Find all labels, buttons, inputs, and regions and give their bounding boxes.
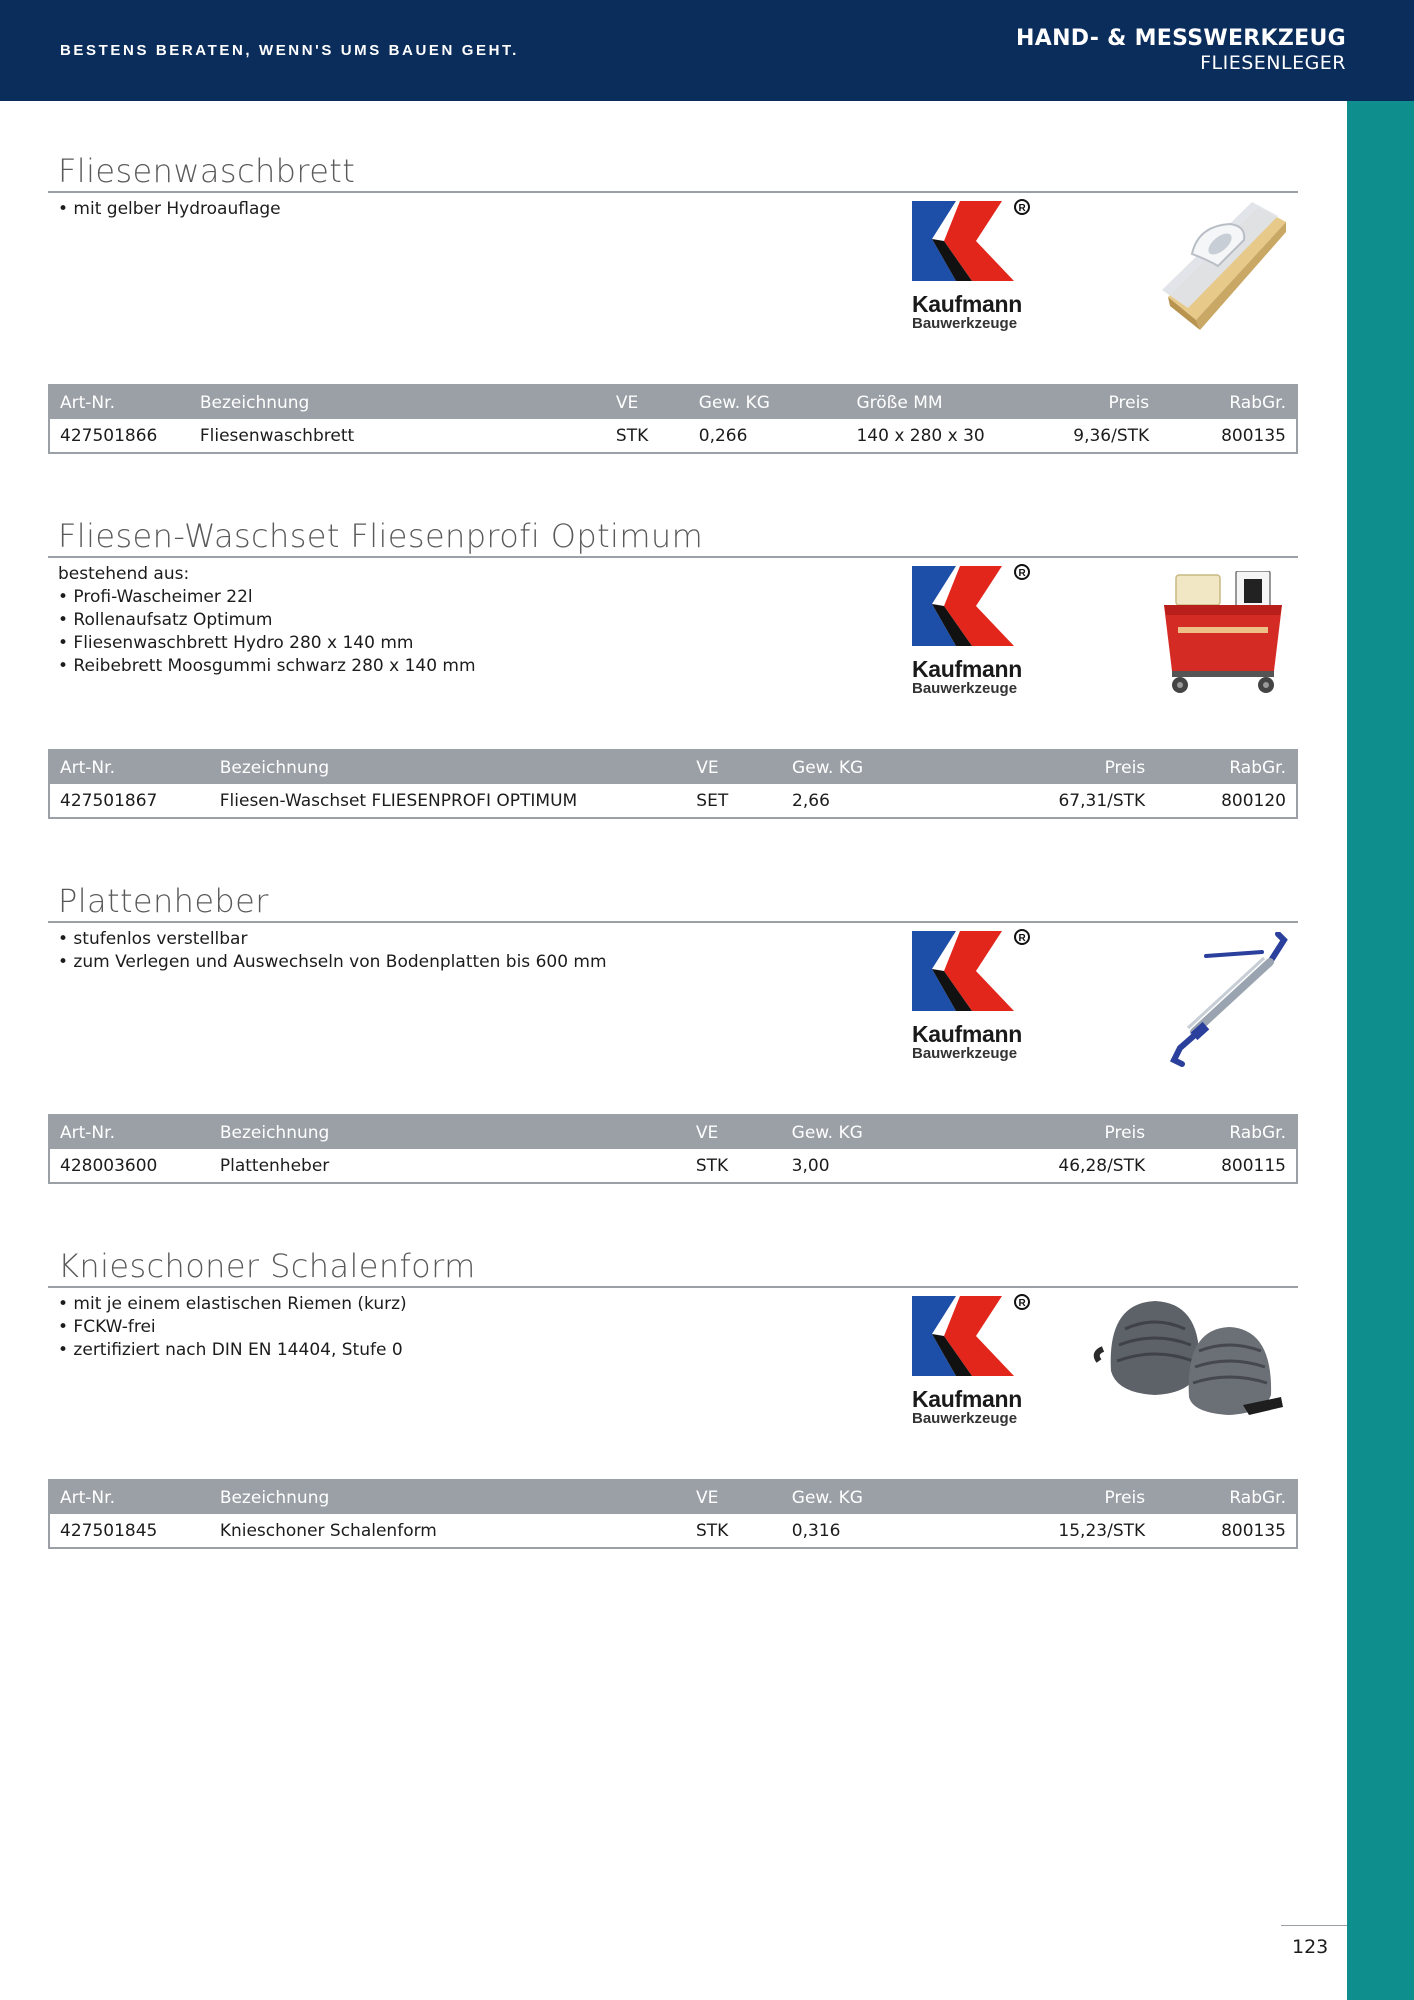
svg-text:R: R (1018, 933, 1026, 944)
section-title: Fliesenwaschbrett (58, 152, 356, 190)
table-cell: 2,66 (792, 790, 830, 811)
column-header: VE (686, 1115, 782, 1149)
product-description (58, 1293, 407, 1362)
description-line: • zum Verlegen und Auswechseln von Bodenplatten bis 600 mm (58, 952, 607, 972)
page-number: 123 (1292, 1936, 1329, 1958)
column-header: Preis (1023, 1480, 1155, 1514)
column-header: Art-Nr. (49, 750, 210, 784)
section-divider (48, 191, 1298, 193)
table-cell: 46,28/STK (1058, 1155, 1146, 1176)
description-line: • FCKW-frei (58, 1317, 156, 1337)
table-cell: STK (695, 1520, 729, 1541)
table-header-row (49, 1115, 1297, 1149)
column-header: RabGr. (1155, 750, 1297, 784)
header-slogan: BESTENS BERATEN, WENN'S UMS BAUEN GEHT. (60, 42, 519, 59)
header-subtitle: FLIESENLEGER (1200, 52, 1346, 74)
description-line: bestehend aus: (58, 564, 190, 584)
slab-lifter-image (1166, 932, 1288, 1067)
knee-pads-image (1093, 1299, 1288, 1419)
side-accent-bar (1347, 101, 1414, 2000)
column-header: VE (606, 385, 689, 419)
column-header: Bezeichnung (190, 385, 606, 419)
description-line: • Reibebrett Moosgummi schwarz 280 x 140 mm (58, 656, 476, 676)
table-cell: Fliesen-Waschset FLIESENPROFI OPTIMUM (219, 790, 578, 811)
grout-float-image (1148, 202, 1288, 337)
svg-text:R: R (1018, 1298, 1026, 1309)
table-cell: 800115 (1221, 1155, 1286, 1176)
product-description (58, 198, 281, 221)
brand-logo (910, 562, 1030, 697)
table-row (49, 1514, 1297, 1548)
brand-logo (910, 1292, 1030, 1427)
column-header: Bezeichnung (210, 1480, 686, 1514)
column-header: VE (686, 750, 782, 784)
brand-logo (910, 927, 1030, 1062)
description-line: • stufenlos verstellbar (58, 929, 248, 949)
table-cell: Fliesenwaschbrett (199, 425, 355, 446)
table-cell: 0,316 (791, 1520, 841, 1541)
table-row (49, 1149, 1297, 1183)
product-description (58, 928, 607, 974)
svg-text:R: R (1018, 203, 1026, 214)
table-cell: Knieschoner Schalenform (219, 1520, 437, 1541)
brand-name: Kaufmann (912, 291, 1023, 317)
section-title: Plattenheber (58, 882, 269, 920)
table-row (49, 784, 1297, 818)
brand-subtitle: Bauwerkzeuge (912, 315, 1018, 332)
column-header: RabGr. (1155, 1480, 1297, 1514)
table-cell: 428003600 (60, 1155, 158, 1176)
column-header: Art-Nr. (49, 1480, 210, 1514)
section-title: Knieschoner Schalenform (58, 1247, 476, 1285)
table-cell: 15,23/STK (1058, 1520, 1146, 1541)
page-number-divider (1281, 1925, 1347, 1926)
column-header: Art-Nr. (49, 1115, 210, 1149)
header-title: HAND- & MESSWERKZEUG (1016, 26, 1346, 51)
kaufmann-k-icon (910, 1292, 1030, 1386)
column-header: RabGr. (1155, 1115, 1297, 1149)
brand-subtitle: Bauwerkzeuge (912, 680, 1018, 697)
brand-logo (910, 197, 1030, 332)
brand-subtitle: Bauwerkzeuge (912, 1410, 1018, 1427)
section-divider (48, 921, 1298, 923)
table-cell: 0,266 (698, 425, 748, 446)
brand-name: Kaufmann (912, 1021, 1023, 1047)
column-header: Gew. KG (782, 1480, 1023, 1514)
product-table (48, 384, 1298, 454)
table-cell: 9,36/STK (1073, 425, 1150, 446)
table-cell: 140 x 280 x 30 (856, 425, 985, 446)
product-description (58, 563, 476, 678)
kaufmann-k-icon (910, 562, 1030, 656)
table-cell: 800135 (1221, 1520, 1286, 1541)
table-cell: STK (615, 425, 649, 446)
table-header-row (49, 385, 1297, 419)
table-cell: 427501845 (60, 1520, 158, 1541)
kaufmann-k-icon (910, 197, 1030, 291)
section-divider (48, 1286, 1298, 1288)
table-cell: SET (696, 790, 729, 811)
column-header: Gew. KG (782, 750, 1023, 784)
column-header: Bezeichnung (210, 1115, 686, 1149)
table-cell: 427501867 (60, 790, 158, 811)
brand-name: Kaufmann (912, 1386, 1023, 1412)
column-header: Gew. KG (689, 385, 847, 419)
product-table (48, 1479, 1298, 1549)
column-header: Preis (1023, 1115, 1155, 1149)
page-header (0, 0, 1414, 101)
table-cell: 67,31/STK (1058, 790, 1146, 811)
table-header-row (49, 1480, 1297, 1514)
table-cell: STK (695, 1155, 729, 1176)
table-cell: 427501866 (60, 425, 158, 446)
kaufmann-k-icon (910, 927, 1030, 1021)
table-cell: 3,00 (791, 1155, 830, 1176)
column-header: Art-Nr. (49, 385, 190, 419)
description-line: • zertifiziert nach DIN EN 14404, Stufe 0 (58, 1340, 403, 1360)
table-row (49, 419, 1297, 453)
column-header: Gew. KG (782, 1115, 1024, 1149)
table-header-row (49, 750, 1297, 784)
table-cell: 800120 (1221, 790, 1286, 811)
table-cell: 800135 (1221, 425, 1286, 446)
description-line: • Fliesenwaschbrett Hydro 280 x 140 mm (58, 633, 414, 653)
brand-name: Kaufmann (912, 656, 1023, 682)
table-cell: Plattenheber (219, 1155, 330, 1176)
column-header: Preis (1026, 385, 1159, 419)
section-divider (48, 556, 1298, 558)
column-header: Preis (1023, 750, 1155, 784)
svg-text:R: R (1018, 568, 1026, 579)
column-header: Bezeichnung (210, 750, 687, 784)
brand-subtitle: Bauwerkzeuge (912, 1045, 1018, 1062)
description-line: • Rollenaufsatz Optimum (58, 610, 273, 630)
description-line: • mit je einem elastischen Riemen (kurz) (58, 1294, 407, 1314)
description-line: • mit gelber Hydroauflage (58, 199, 281, 219)
description-line: • Profi-Wascheimer 22l (58, 587, 253, 607)
column-header: VE (686, 1480, 782, 1514)
column-header: Größe MM (846, 385, 1026, 419)
column-header: RabGr. (1159, 385, 1297, 419)
product-table (48, 749, 1298, 819)
product-table (48, 1114, 1298, 1184)
wash-bucket-image (1158, 571, 1288, 696)
section-title: Fliesen-Waschset Fliesenprofi Optimum (58, 517, 704, 555)
